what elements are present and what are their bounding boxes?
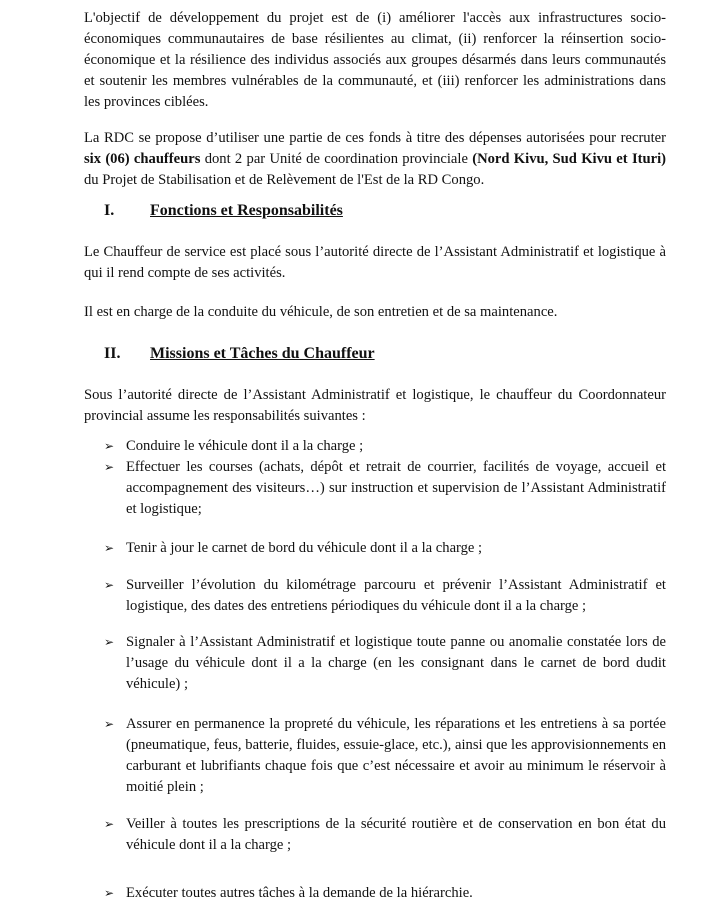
section-title: Missions et Tâches du Chauffeur <box>150 345 375 362</box>
recruitment-text-middle: dont 2 par Unité de coordination provinciale <box>200 151 473 167</box>
arrow-bullet-icon: ➢ <box>104 439 115 453</box>
recruitment-text-start: La RDC se propose d’utiliser une partie de ces fonds à titre des dépenses autorisées pour recruter <box>84 130 666 146</box>
task-list-item <box>104 538 666 559</box>
recruitment-text-end: du Projet de Stabilisation et de Relèvement de l'Est de la RD Congo. <box>84 172 485 188</box>
task-list-item <box>104 714 666 798</box>
arrow-bullet-icon: ➢ <box>104 817 115 831</box>
arrow-bullet-icon: ➢ <box>104 886 115 900</box>
recruitment-provinces: (Nord Kivu, Sud Kivu et Ituri) <box>472 151 666 167</box>
task-text: Tenir à jour le carnet de bord du véhicule dont il a la charge ; <box>126 540 483 556</box>
task-list-item <box>104 883 666 904</box>
task-text: Conduire le véhicule dont il a la charge ; <box>126 438 364 454</box>
recruitment-paragraph <box>84 128 666 191</box>
section-title: Fonctions et Responsabilités <box>150 202 343 219</box>
arrow-bullet-icon: ➢ <box>104 578 115 592</box>
driving-paragraph: Il est en charge de la conduite du véhicule, de son entretien et de sa maintenance. <box>84 304 558 320</box>
task-list-item <box>104 575 666 617</box>
task-text: Surveiller l’évolution du kilométrage parcouru et prévenir l’Assistant Administratif et logistique, des dates des entretiens périodiques du véhicule dont il a la charge ; <box>126 577 666 614</box>
section-number: I. <box>104 202 115 219</box>
task-list-item <box>104 457 666 520</box>
task-list-item <box>104 436 666 457</box>
arrow-bullet-icon: ➢ <box>104 541 115 555</box>
authority-paragraph: Le Chauffeur de service est placé sous l’autorité directe de l’Assistant Administratif et logistique à qui il rend compte de ses activités. <box>84 244 666 281</box>
recruitment-count: six (06) chauffeurs <box>84 151 201 167</box>
task-text: Exécuter toutes autres tâches à la demande de la hiérarchie. <box>126 885 473 901</box>
task-list-item <box>104 632 666 695</box>
task-text: Effectuer les courses (achats, dépôt et retrait de courrier, facilités de voyage, accueil et accompagnement des visiteurs…) sur instruction et supervision de l’Assistant Administratif et logistique; <box>126 459 666 517</box>
task-text: Signaler à l’Assistant Administratif et logistique toute panne ou anomalie constatée lors de l’usage du véhicule dont il a la charge (en les consignant dans le carnet de bord dudit véhicule) ; <box>126 634 666 692</box>
arrow-bullet-icon: ➢ <box>104 635 115 649</box>
objective-paragraph: L'objectif de développement du projet est de (i) améliorer l'accès aux infrastructures socio-économiques communautaires de base résilientes au climat, (ii) renforcer la réinsertion socio-économique et la résilience des individus associés aux groupes désarmés dans leurs communautés et soutenir les membres vulnérables de la communauté, et (iii) renforcer les administrations dans les provinces ciblées. <box>84 10 666 110</box>
missions-intro-paragraph: Sous l’autorité directe de l’Assistant Administratif et logistique, le chauffeur du Coordonnateur provincial assume les responsabilités suivantes : <box>84 387 666 424</box>
task-text: Veiller à toutes les prescriptions de la sécurité routière et de conservation en bon état du véhicule dont il a la charge ; <box>126 816 666 853</box>
arrow-bullet-icon: ➢ <box>104 460 115 474</box>
section-heading-functions <box>104 200 343 222</box>
task-text: Assurer en permanence la propreté du véhicule, les réparations et les entretiens à sa portée (pneumatique, feus, batterie, fluides, essuie-glace, etc.), ainsi que les approvisionnements en carburant et lubrifiants chaque fois que c’est nécessaire et avoir au minimum le réservoir à moitié plein ; <box>126 716 666 795</box>
arrow-bullet-icon: ➢ <box>104 717 115 731</box>
section-heading-missions <box>104 343 375 365</box>
section-number: II. <box>104 345 121 362</box>
task-list-item <box>104 814 666 856</box>
